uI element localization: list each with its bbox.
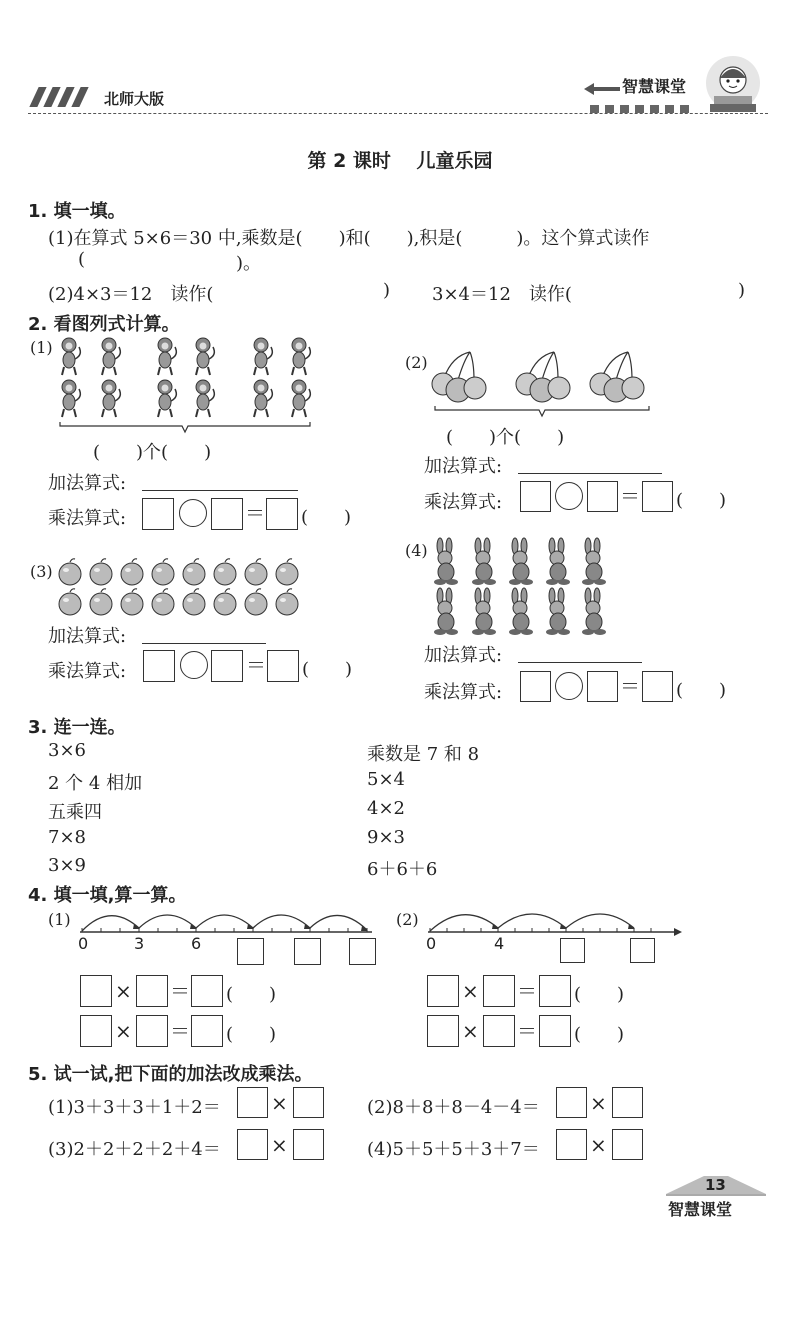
q5-item-4: (4)5＋5＋5＋3＋7＝ bbox=[367, 1139, 540, 1160]
q2-p4-label: (4) bbox=[405, 541, 428, 560]
q2-p2-add-label: 加法算式: bbox=[424, 456, 503, 477]
q2-p4-add-line[interactable] bbox=[518, 662, 642, 663]
q1-line2b-close: ) bbox=[738, 280, 746, 301]
q3-left-item[interactable]: 五乘四 bbox=[48, 802, 102, 823]
q3-right-item[interactable]: 乘数是 7 和 8 bbox=[367, 744, 480, 765]
q4-p2-eq1-times: × bbox=[462, 979, 479, 1003]
q4-p1-eq2-times: × bbox=[115, 1019, 132, 1043]
q1-line1-paren-open: ( bbox=[78, 249, 86, 270]
header-divider bbox=[28, 113, 768, 114]
q2-p4-mul-label: 乘法算式: bbox=[424, 682, 503, 703]
q4-p2-eq2-equals: ＝ bbox=[517, 1019, 537, 1043]
monkey-group-picture bbox=[55, 335, 315, 423]
q5-item-1-box-a[interactable] bbox=[237, 1087, 268, 1118]
q2-p4-equals: ＝ bbox=[620, 674, 640, 698]
q2-p1-add-line[interactable] bbox=[142, 490, 298, 491]
q2-p1-mul-label: 乘法算式: bbox=[48, 508, 127, 529]
q5-item-2-box-a[interactable] bbox=[556, 1087, 587, 1118]
q4-p2-eq1-box-b[interactable] bbox=[483, 975, 515, 1007]
q3-right-item[interactable]: 4×2 bbox=[367, 798, 405, 819]
q2-p3-box-c[interactable] bbox=[267, 650, 299, 682]
q2-p3-add-line[interactable] bbox=[142, 643, 266, 644]
q4-p1-number-line bbox=[76, 904, 376, 938]
q3-right-item[interactable]: 5×4 bbox=[367, 769, 405, 790]
q1-line2b: 3×4＝12 读作( bbox=[432, 284, 572, 305]
q4-p2-eq2-box-a[interactable] bbox=[427, 1015, 459, 1047]
q2-p3-box-a[interactable] bbox=[143, 650, 175, 682]
q2-p4-box-c[interactable] bbox=[642, 671, 673, 702]
header-squares bbox=[590, 98, 700, 108]
q4-p2-tick-0: 0 bbox=[426, 934, 437, 953]
q2-p3-add-label: 加法算式: bbox=[48, 626, 127, 647]
q1-line2a-close: ) bbox=[383, 280, 391, 301]
q4-p2-eq2-times: × bbox=[462, 1019, 479, 1043]
q1-line2a: (2)4×3＝12 读作( bbox=[48, 284, 214, 305]
q5-item-4-times: × bbox=[590, 1133, 607, 1157]
q2-p2-box-a[interactable] bbox=[520, 481, 551, 512]
q2-p2-equals: ＝ bbox=[620, 484, 640, 508]
brace-p2 bbox=[433, 404, 651, 420]
q3-left-item[interactable]: 2 个 4 相加 bbox=[48, 773, 143, 794]
header-stripes bbox=[30, 85, 100, 109]
q2-p1-equals: ＝ bbox=[245, 501, 265, 525]
q2-p2-add-line[interactable] bbox=[518, 473, 662, 474]
q5-item-2-times: × bbox=[590, 1091, 607, 1115]
q2-p1-group-blank: ( )个( ) bbox=[93, 442, 212, 463]
q2-p1-box-c[interactable] bbox=[266, 498, 298, 530]
q2-p3-label: (3) bbox=[30, 562, 53, 581]
q4-p2-tick-box-b[interactable] bbox=[630, 938, 655, 963]
q4-p2-eq2-box-c[interactable] bbox=[539, 1015, 571, 1047]
arrow-icon bbox=[584, 80, 620, 94]
q5-item-2: (2)8＋8＋8－4－4＝ bbox=[367, 1097, 540, 1118]
q4-p1-label: (1) bbox=[48, 910, 71, 929]
q4-p1-tick-0: 0 bbox=[78, 934, 89, 953]
q2-p4-box-b[interactable] bbox=[587, 671, 618, 702]
footer-brand: 智慧课堂 bbox=[668, 1200, 733, 1219]
q2-p2-box-b[interactable] bbox=[587, 481, 618, 512]
q4-p2-tick-box-a[interactable] bbox=[560, 938, 585, 963]
q2-p1-box-b[interactable] bbox=[211, 498, 243, 530]
q5-item-4-box-b[interactable] bbox=[612, 1129, 643, 1160]
q5-item-3: (3)2＋2＋2＋2＋4＝ bbox=[48, 1139, 221, 1160]
q3-right-item[interactable]: 6＋6＋6 bbox=[367, 859, 438, 880]
q2-p1-op-circle[interactable] bbox=[179, 499, 207, 527]
q5-item-2-box-b[interactable] bbox=[612, 1087, 643, 1118]
q4-p2-label: (2) bbox=[396, 910, 419, 929]
q4-title: 4. 填一填,算一算。 bbox=[28, 885, 187, 906]
q1-line1: (1)在算式 5×6＝30 中,乘数是( )和( ),积是( )。这个算式读作 bbox=[48, 228, 650, 249]
brand-label: 智慧课堂 bbox=[622, 77, 687, 96]
q4-p2-eq2-paren: ( ) bbox=[574, 1024, 625, 1045]
q4-p1-tick-3: 3 bbox=[134, 934, 145, 953]
q5-item-3-box-a[interactable] bbox=[237, 1129, 268, 1160]
q4-p2-eq1-equals: ＝ bbox=[517, 979, 537, 1003]
q1-line1-paren-close: )。 bbox=[236, 253, 262, 274]
rabbit-group-picture bbox=[430, 536, 615, 636]
q2-p2-op-circle[interactable] bbox=[555, 482, 583, 510]
q2-p4-box-a[interactable] bbox=[520, 671, 551, 702]
q4-p1-tick-box-c[interactable] bbox=[349, 938, 376, 965]
lesson-title: 第 2 课时 儿童乐园 bbox=[307, 150, 493, 172]
q2-p2-label: (2) bbox=[405, 353, 428, 372]
cherry-group-picture bbox=[430, 348, 655, 404]
q4-p1-tick-box-b[interactable] bbox=[294, 938, 321, 965]
q4-p1-eq1-box-b[interactable] bbox=[136, 975, 168, 1007]
q5-item-1: (1)3＋3＋3＋1＋2＝ bbox=[48, 1097, 221, 1118]
q4-p2-number-line bbox=[424, 904, 684, 938]
q4-p1-eq1-box-a[interactable] bbox=[80, 975, 112, 1007]
q2-p4-op-circle[interactable] bbox=[555, 672, 583, 700]
q5-item-4-box-a[interactable] bbox=[556, 1129, 587, 1160]
q5-item-3-times: × bbox=[271, 1133, 288, 1157]
q5-title: 5. 试一试,把下面的加法改成乘法。 bbox=[28, 1064, 313, 1085]
q2-p1-paren: ( ) bbox=[301, 507, 352, 528]
q2-p3-op-circle[interactable] bbox=[180, 651, 208, 679]
q5-item-3-box-b[interactable] bbox=[293, 1129, 324, 1160]
q2-p1-label: (1) bbox=[30, 338, 53, 357]
q4-p1-eq1-box-c[interactable] bbox=[191, 975, 223, 1007]
q4-p1-eq1-paren: ( ) bbox=[226, 984, 277, 1005]
q2-p2-group-blank: ( )个( ) bbox=[446, 427, 565, 448]
q4-p2-eq1-box-a[interactable] bbox=[427, 975, 459, 1007]
q4-p2-eq1-box-c[interactable] bbox=[539, 975, 571, 1007]
q4-p1-eq2-box-b[interactable] bbox=[136, 1015, 168, 1047]
q2-p4-add-label: 加法算式: bbox=[424, 645, 503, 666]
q2-title: 2. 看图列式计算。 bbox=[28, 314, 180, 335]
q4-p1-eq1-times: × bbox=[115, 979, 132, 1003]
q2-p2-box-c[interactable] bbox=[642, 481, 673, 512]
q2-p2-paren: ( ) bbox=[676, 490, 727, 511]
q4-p1-tick-6: 6 bbox=[191, 934, 202, 953]
q2-p4-paren: ( ) bbox=[676, 680, 727, 701]
q2-p3-equals: ＝ bbox=[246, 653, 266, 677]
q4-p2-eq2-box-b[interactable] bbox=[483, 1015, 515, 1047]
q4-p1-tick-box-a[interactable] bbox=[237, 938, 264, 965]
q3-left-item[interactable]: 7×8 bbox=[48, 827, 86, 848]
q2-p3-box-b[interactable] bbox=[211, 650, 243, 682]
q4-p1-eq2-box-c[interactable] bbox=[191, 1015, 223, 1047]
q4-p1-eq2-equals: ＝ bbox=[170, 1019, 190, 1043]
q1-title: 1. 填一填。 bbox=[28, 201, 126, 222]
q4-p1-eq1-equals: ＝ bbox=[170, 979, 190, 1003]
q2-p3-paren: ( ) bbox=[302, 659, 353, 680]
q4-p2-tick-4: 4 bbox=[494, 934, 505, 953]
q4-p2-eq1-paren: ( ) bbox=[574, 984, 625, 1005]
q2-p1-box-a[interactable] bbox=[142, 498, 174, 530]
q2-p3-mul-label: 乘法算式: bbox=[48, 661, 127, 682]
q3-title: 3. 连一连。 bbox=[28, 717, 126, 738]
q3-right-item[interactable]: 9×3 bbox=[367, 827, 405, 848]
page-number: 13 bbox=[705, 1176, 726, 1194]
q3-left-item[interactable]: 3×9 bbox=[48, 855, 86, 876]
brace-p1 bbox=[58, 420, 312, 436]
q4-p1-eq2-paren: ( ) bbox=[226, 1024, 277, 1045]
q2-p2-mul-label: 乘法算式: bbox=[424, 492, 503, 513]
edition-label: 北师大版 bbox=[104, 90, 165, 108]
q3-left-item[interactable]: 3×6 bbox=[48, 740, 86, 761]
q5-item-1-times: × bbox=[271, 1091, 288, 1115]
q4-p1-eq2-box-a[interactable] bbox=[80, 1015, 112, 1047]
girl-mascot-icon bbox=[700, 56, 766, 114]
apple-group-picture bbox=[56, 556, 300, 618]
q2-p1-add-label: 加法算式: bbox=[48, 473, 127, 494]
q5-item-1-box-b[interactable] bbox=[293, 1087, 324, 1118]
